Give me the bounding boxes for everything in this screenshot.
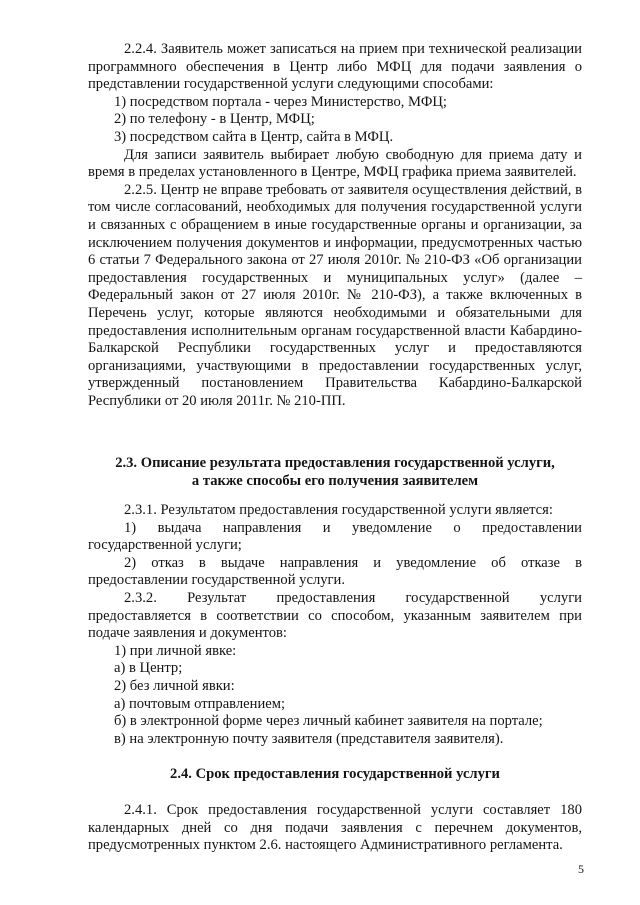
list-item: 1) выдача направления и уведомление о предоставлении государственной услуги; (88, 519, 582, 554)
paragraph-2-2-4: 2.2.4. Заявитель может записаться на прием при технической реализации программного обеспечения в Центр либо МФЦ для подачи заявления о представлении государственной услуги следующими способами: (88, 41, 582, 93)
list-item: 1) при личной явке: (114, 642, 237, 659)
list-item: а) почтовым отправлением; (114, 695, 286, 712)
list-item: а) в Центр; (114, 660, 183, 677)
list-item: 1) посредством портала - через Министерство, МФЦ; (114, 93, 447, 110)
list-item: 2) отказ в выдаче направления и уведомление об отказе в предоставлении государственной услуги. (88, 554, 582, 589)
heading-2-3-line2: а также способы его получения заявителем (191, 472, 479, 489)
section-2-2-text (88, 41, 582, 410)
list-item: 2) без личной явки: (114, 677, 235, 694)
list-item: б) в электронной форме через личный кабинет заявителя на портале; (114, 713, 543, 730)
heading-2-4-title: 2.4. Срок предоставления государственной услуги (170, 766, 500, 782)
list-item: 2) по телефону - в Центр, МФЦ; (114, 111, 315, 128)
paragraph-appointment: Для записи заявитель выбирает любую свободную для приема дату и время в пределах установленного в Центре, МФЦ графика приема заявителей. (88, 146, 582, 181)
heading-2-3 (88, 455, 582, 490)
heading-2-4 (88, 766, 582, 784)
list-item: в) на электронную почту заявителя (представителя заявителя). (114, 730, 504, 747)
heading-2-3-line1: 2.3. Описание результата предоставления государственной услуги, (115, 455, 555, 471)
paragraph-2-2-5: 2.2.5. Центр не вправе требовать от заявителя осуществления действий, в том числе согласований, необходимых для получения государственной услуги и связанных с обращением в иные государственные органы и организации, за исключением получения документов и информации, предусмотренных частью 6 статьи 7 Федерального закона от 27 июля 2010г. № 210-ФЗ «Об организации предоставления государственных и муниципальных услуг» (далее – Федеральный закон от 27 июля 2010г. № 210-ФЗ), а также включенных в Перечень услуг, которые являются необходимыми и обязательными для предоставления исполнительным органам государственной власти Кабардино-Балкарской Республики государственных услуг и предоставляются организациями, участвующими в предоставлении государственных услуг, утвержденный постановлением Правительства Кабардино-Балкарской Республики от 20 июля 2011г. № 210-ПП. (88, 181, 582, 409)
section-2-4-text (88, 802, 582, 855)
page-number: 5 (578, 862, 584, 876)
section-2-3-text (88, 502, 582, 748)
paragraph-2-3-1: 2.3.1. Результатом предоставления государственной услуги является: (124, 502, 553, 518)
paragraph-2-3-2: 2.3.2. Результат предоставления государственной услуги предоставляется в соответствии со способом, указанным заявителем при подаче заявления и документов: (88, 589, 582, 642)
paragraph-2-4-1: 2.4.1. Срок предоставления государственной услуги составляет 180 календарных дней со дня подачи заявления с перечнем документов, предусмотренных пунктом 2.6. настоящего Административного регламента. (88, 802, 582, 854)
list-item: 3) посредством сайта в Центр, сайта в МФЦ. (114, 128, 394, 145)
